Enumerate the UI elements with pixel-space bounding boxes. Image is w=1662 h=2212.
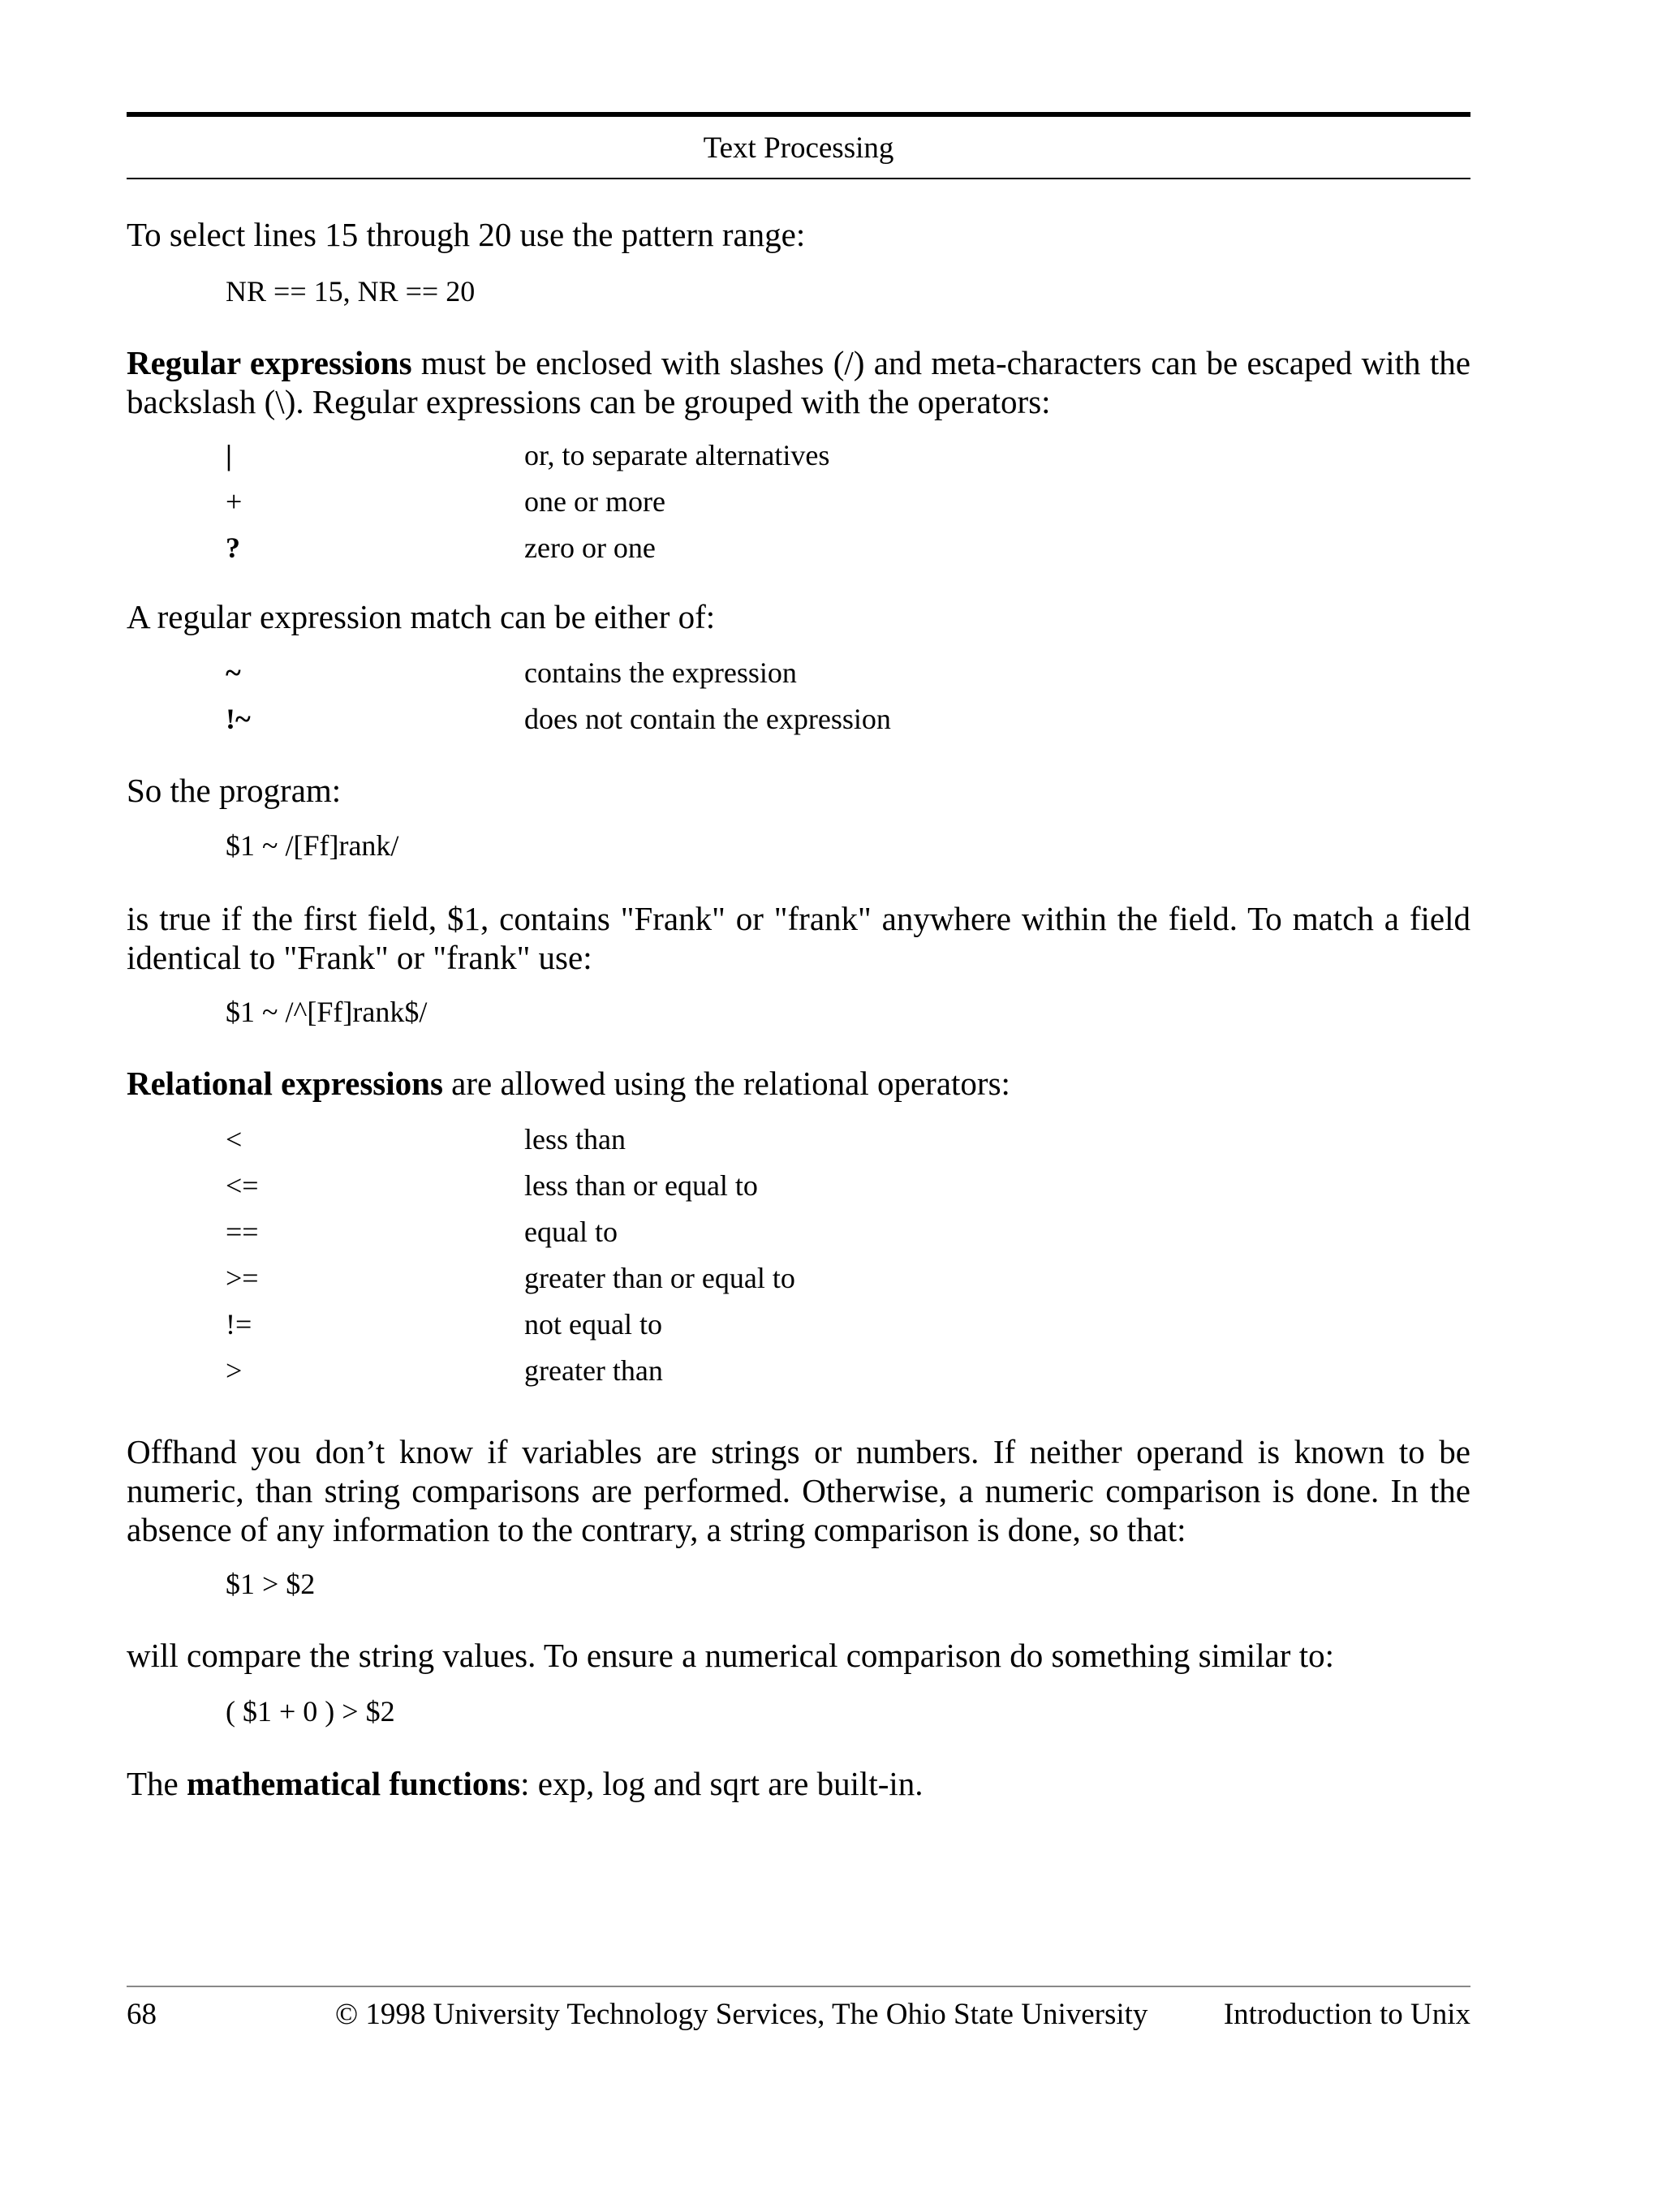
- operator: <=: [226, 1169, 259, 1202]
- table-row: [226, 1168, 1362, 1214]
- relational-term: Relational expressions: [127, 1065, 443, 1102]
- code-compare: $1 > $2: [226, 1568, 316, 1600]
- table-row: [226, 701, 1362, 747]
- code-numeric-compare: ( $1 + 0 ) > $2: [226, 1695, 395, 1728]
- table-row: [226, 530, 1362, 576]
- code-program: $1 ~ /[Ff]rank/: [226, 829, 399, 862]
- operator-description: less than or equal to: [524, 1169, 758, 1202]
- header-rule-bottom: [127, 178, 1470, 179]
- operator-description: contains the expression: [524, 656, 797, 689]
- operator-description: equal to: [524, 1216, 618, 1248]
- relational-paragraph: [127, 1064, 1470, 1103]
- footer-rule: [127, 1986, 1470, 1987]
- operator: >: [226, 1354, 243, 1387]
- table-row: [226, 655, 1362, 701]
- copyright-notice: © 1998 University Technology Services, The Ohio State University: [335, 1998, 1148, 2031]
- program-explanation: is true if the first field, $1, contains "Frank" or "frank" anywhere within the field. To match a field identical to "Frank" or "frank" use:: [127, 900, 1470, 976]
- relational-text: are allowed using the relational operators:: [442, 1065, 1010, 1102]
- operator-description: greater than or equal to: [524, 1262, 795, 1294]
- operator: >=: [226, 1262, 259, 1294]
- header-rule-top: [127, 112, 1470, 117]
- table-row: [226, 437, 1362, 484]
- operator: |: [226, 439, 232, 471]
- operator: <: [226, 1123, 243, 1155]
- program-paragraph: So the program:: [127, 772, 342, 809]
- math-suffix: : exp, log and sqrt are built-in.: [520, 1765, 924, 1802]
- regex-operators-table: [226, 437, 1362, 576]
- relational-operators-table: [226, 1121, 1362, 1399]
- math-paragraph: [127, 1764, 1470, 1803]
- intro-paragraph: To select lines 15 through 20 use the pattern range:: [127, 216, 806, 253]
- code-pattern-range: NR == 15, NR == 20: [226, 275, 476, 308]
- operator: ?: [226, 531, 240, 564]
- regex-paragraph: [127, 343, 1470, 421]
- operator: !=: [226, 1308, 252, 1341]
- table-row: [226, 484, 1362, 530]
- regex-text: must be enclosed with slashes (/) and meta-characters can be escaped with the backslash (\). Regular expressions can be grouped with the operators:: [127, 344, 1471, 420]
- table-row: [226, 1214, 1362, 1260]
- operator-description: not equal to: [524, 1308, 662, 1341]
- table-row: [226, 1260, 1362, 1306]
- match-paragraph: A regular expression match can be either of:: [127, 598, 716, 635]
- code-identical-match: $1 ~ /^[Ff]rank$/: [226, 996, 428, 1028]
- table-row: [226, 1353, 1362, 1399]
- offhand-paragraph: Offhand you don’t know if variables are strings or numbers. If neither operand is known to be numeric, than string comparisons are performed. Otherwise, a numeric comparison is done. In the absence of any information to the contrary, a string comparison is done, so that:: [127, 1433, 1470, 1548]
- operator-description: does not contain the expression: [524, 703, 891, 735]
- operator: !~: [226, 703, 251, 735]
- operator-description: greater than: [524, 1354, 663, 1387]
- operator: ==: [226, 1216, 259, 1248]
- compare-explanation: will compare the string values. To ensure a numerical comparison do something similar to:: [127, 1637, 1334, 1674]
- table-row: [226, 1306, 1362, 1353]
- table-row: [226, 1121, 1362, 1168]
- regex-term: Regular expressions: [127, 344, 412, 381]
- math-prefix: The: [127, 1765, 187, 1802]
- book-title: Introduction to Unix: [1223, 1998, 1470, 2031]
- match-operators-table: [226, 655, 1362, 747]
- page-header-title: Text Processing: [703, 131, 894, 165]
- page-number: 68: [127, 1998, 157, 2031]
- operator-description: one or more: [524, 485, 665, 518]
- operator-description: less than: [524, 1123, 626, 1155]
- operator: +: [226, 485, 243, 518]
- operator: ~: [226, 656, 241, 689]
- operator-description: zero or one: [524, 531, 656, 564]
- math-term: mathematical functions: [187, 1765, 521, 1802]
- operator-description: or, to separate alternatives: [524, 439, 830, 471]
